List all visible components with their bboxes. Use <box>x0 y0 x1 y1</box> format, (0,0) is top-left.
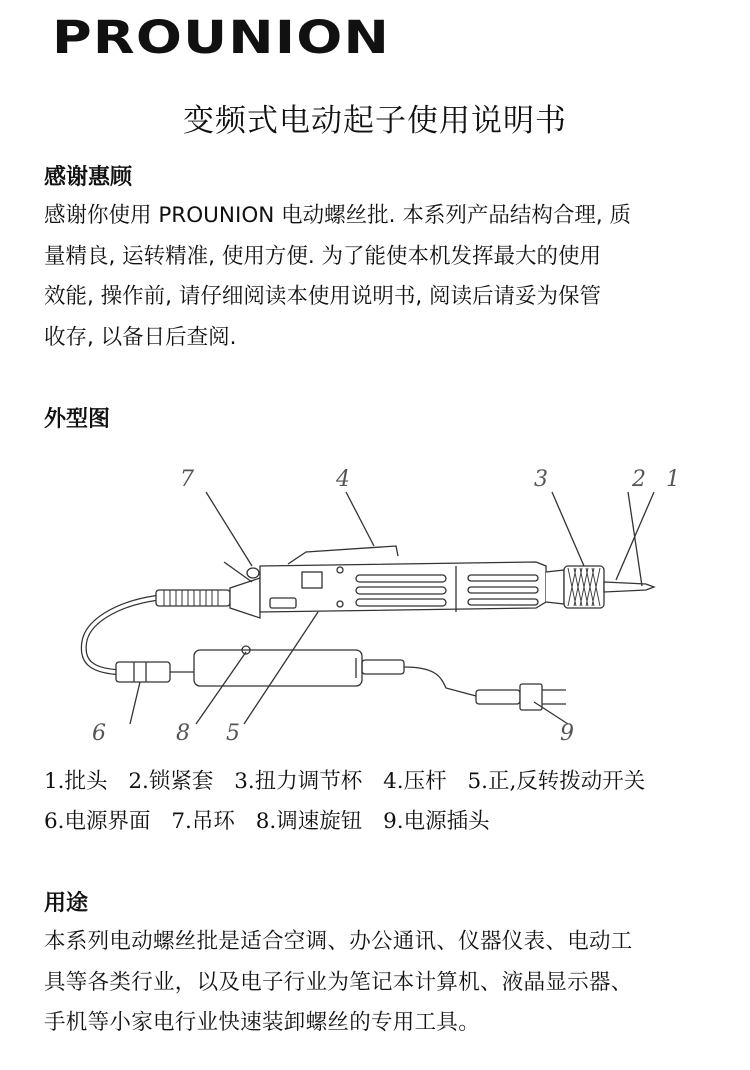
usage-line: 本系列电动螺丝批是适合空调、办公通讯、仪器仪表、电动工 <box>44 929 633 954</box>
part-label: 3.扭力调节杯 <box>234 769 363 794</box>
parts-list <box>44 762 724 842</box>
callout-3: 3 <box>534 467 548 492</box>
callout-4: 4 <box>336 467 350 492</box>
thanks-line: 效能, 操作前, 请仔细阅读本使用说明书, 阅读后请妥为保管 <box>44 284 602 309</box>
parts-row <box>44 762 724 802</box>
thanks-paragraph <box>44 196 714 358</box>
brand-logo <box>52 14 392 58</box>
part-label: 6.电源界面 <box>44 809 151 834</box>
thanks-line: 量精良, 运转精准, 使用方便. 为了能使本机发挥最大的使用 <box>44 243 602 269</box>
part-label: 2.锁紧套 <box>128 769 214 794</box>
section-heading-appearance: 外型图 <box>44 407 111 432</box>
part-label: 4.压杆 <box>383 769 447 794</box>
callout-5: 5 <box>226 721 240 746</box>
part-label: 1.批头 <box>44 769 108 794</box>
usage-line: 具等各类行业，以及电子行业为笔记本计算机、液晶显示器、 <box>44 969 633 995</box>
callout-2: 2 <box>632 467 646 492</box>
page-title: 变频式电动起子使用说明书 <box>183 103 567 139</box>
part-label: 5.正,反转拨动开关 <box>467 769 646 794</box>
usage-paragraph <box>44 922 714 1044</box>
callout-1: 1 <box>666 467 680 492</box>
callout-6: 6 <box>92 721 106 746</box>
callout-9: 9 <box>560 721 574 746</box>
usage-line: 手机等小家电行业快速装卸螺丝的专用工具。 <box>44 1010 481 1035</box>
callout-8: 8 <box>176 721 190 746</box>
screwdriver-diagram <box>56 462 696 747</box>
callout-7: 7 <box>180 467 194 492</box>
part-label: 9.电源插头 <box>383 809 490 834</box>
parts-row <box>44 802 724 842</box>
section-heading-usage: 用途 <box>44 891 89 916</box>
thanks-line: 收存, 以备日后查阅. <box>44 324 237 350</box>
part-label: 7.吊环 <box>171 809 235 834</box>
section-heading-thanks: 感谢惠顾 <box>44 165 133 190</box>
svg-text:PROUNION: PROUNION <box>52 14 390 58</box>
thanks-line: 感谢你使用 PROUNION 电动螺丝批. 本系列产品结构合理, 质 <box>44 203 632 228</box>
part-label: 8.调速旋钮 <box>255 809 363 834</box>
